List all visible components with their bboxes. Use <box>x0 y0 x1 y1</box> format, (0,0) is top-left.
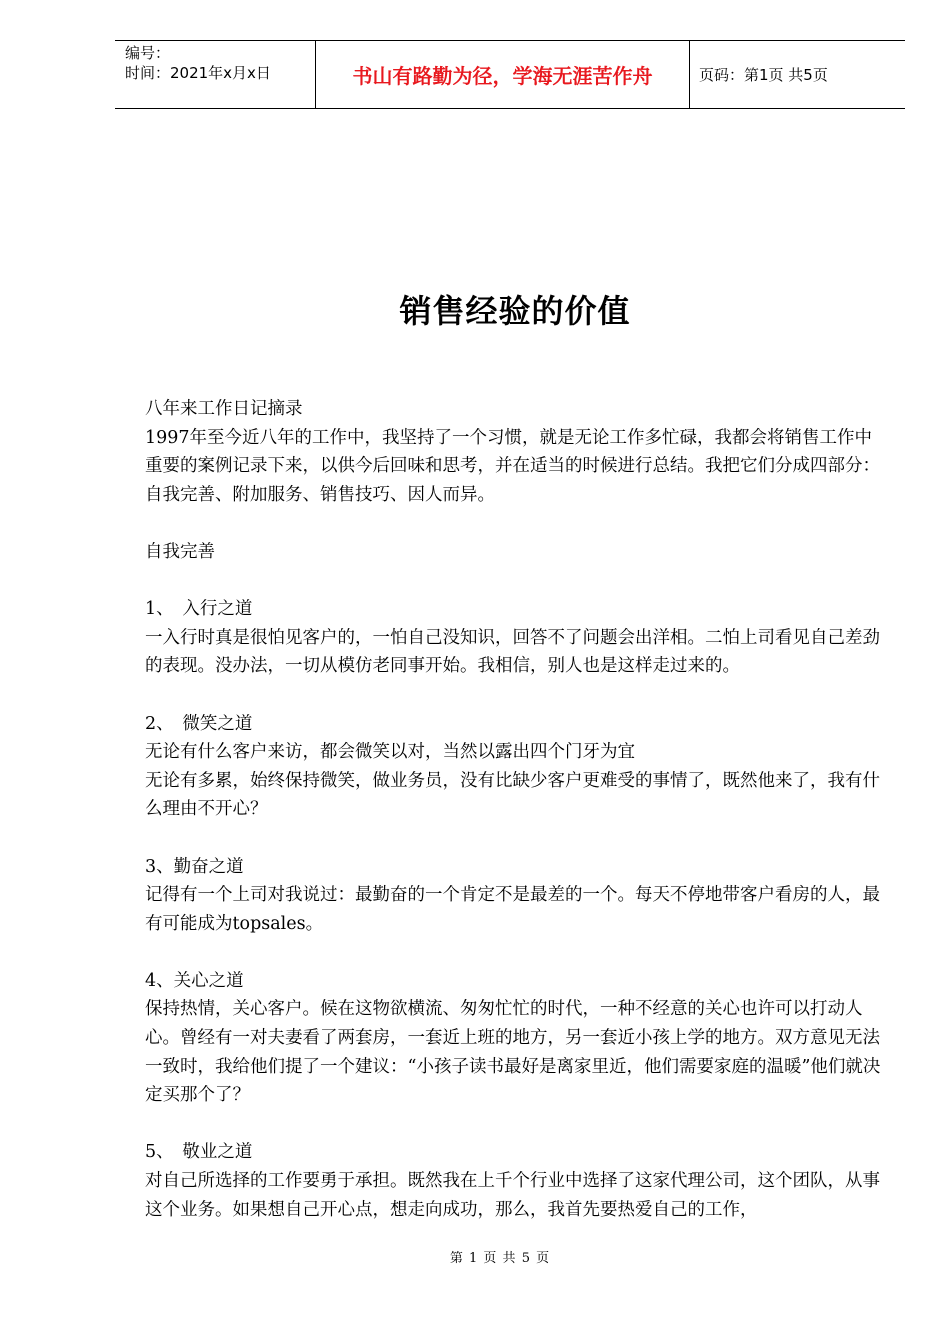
document-body <box>145 395 885 1224</box>
header-page-number: 页码：第1页 共5页 <box>699 66 828 84</box>
paragraph: 记得有一个上司对我说过：最勤奋的一个肯定不是最差的一个。每天不停地带客户看房的人，最有可能成为topsales。 <box>145 885 880 934</box>
paragraph: 无论有什么客户来访，都会微笑以对，当然以露出四个门牙为宜 <box>145 742 635 763</box>
paragraph-spacer <box>145 1110 885 1139</box>
page-footer: 第 1 页 共 5 页 <box>449 1251 551 1266</box>
paragraph-spacer <box>145 938 885 967</box>
paragraph: 八年来工作日记摘录 <box>145 399 303 419</box>
paragraph: 一入行时真是很怕见客户的，一怕自己没知识，回答不了问题会出洋相。二怕上司看见自己差劲的表现。没办法，一切从模仿老同事开始。我相信，别人也是这样走过来的。 <box>145 627 880 677</box>
paragraph: 对自己所选择的工作要勇于承担。既然我在上千个行业中选择了这家代理公司，这个团队，从事这个业务。如果想自己开心点，想走向成功，那么，我首先要热爱自己的工作， <box>145 1171 880 1220</box>
paragraph: 3、勤奋之道 <box>145 856 244 877</box>
paragraph-spacer <box>145 567 885 596</box>
paragraph-spacer <box>145 681 885 710</box>
document-title: 销售经验的价值 <box>399 292 631 330</box>
paragraph: 4、关心之道 <box>145 970 244 991</box>
header-motto: 书山有路勤为径，学海无涯苦作舟 <box>316 41 690 108</box>
paragraph-spacer <box>145 509 885 538</box>
paragraph: 保持热情，关心客户。候在这物欲横流、匆匆忙忙的时代，一种不经意的关心也许可以打动人心。曾经有一对夫妻看了两套房，一套近上班的地方，另一套近小孩上学的地方。双方意见无法一致时，我给他们提了一个建议：“小孩子读书最好是离家里近，他们需要家庭的温暖”他们就决定买那个了？ <box>145 999 881 1106</box>
document-date: 时间：2021年x月x日 <box>125 64 271 82</box>
header-meta-cell <box>115 41 316 108</box>
paragraph: 自我完善 <box>145 541 215 562</box>
header-table <box>115 40 905 109</box>
paragraph: 5、 敬业之道 <box>145 1142 253 1163</box>
paragraph: 1、 入行之道 <box>145 599 253 620</box>
paragraph: 无论有多累，始终保持微笑，做业务员，没有比缺少客户更难受的事情了，既然他来了，我有什么理由不开心？ <box>145 770 880 820</box>
paragraph: 2、 微笑之道 <box>145 713 253 734</box>
paragraph-spacer <box>145 824 885 853</box>
document-number: 编号： <box>125 44 171 62</box>
paragraph: 1997年至今近八年的工作中，我坚持了一个习惯，就是无论工作多忙碌，我都会将销售工作中重要的案例记录下来，以供今后回味和思考，并在适当的时候进行总结。我把它们分成四部分：自我完善、附加服务、销售技巧、因人而异。 <box>145 427 880 505</box>
